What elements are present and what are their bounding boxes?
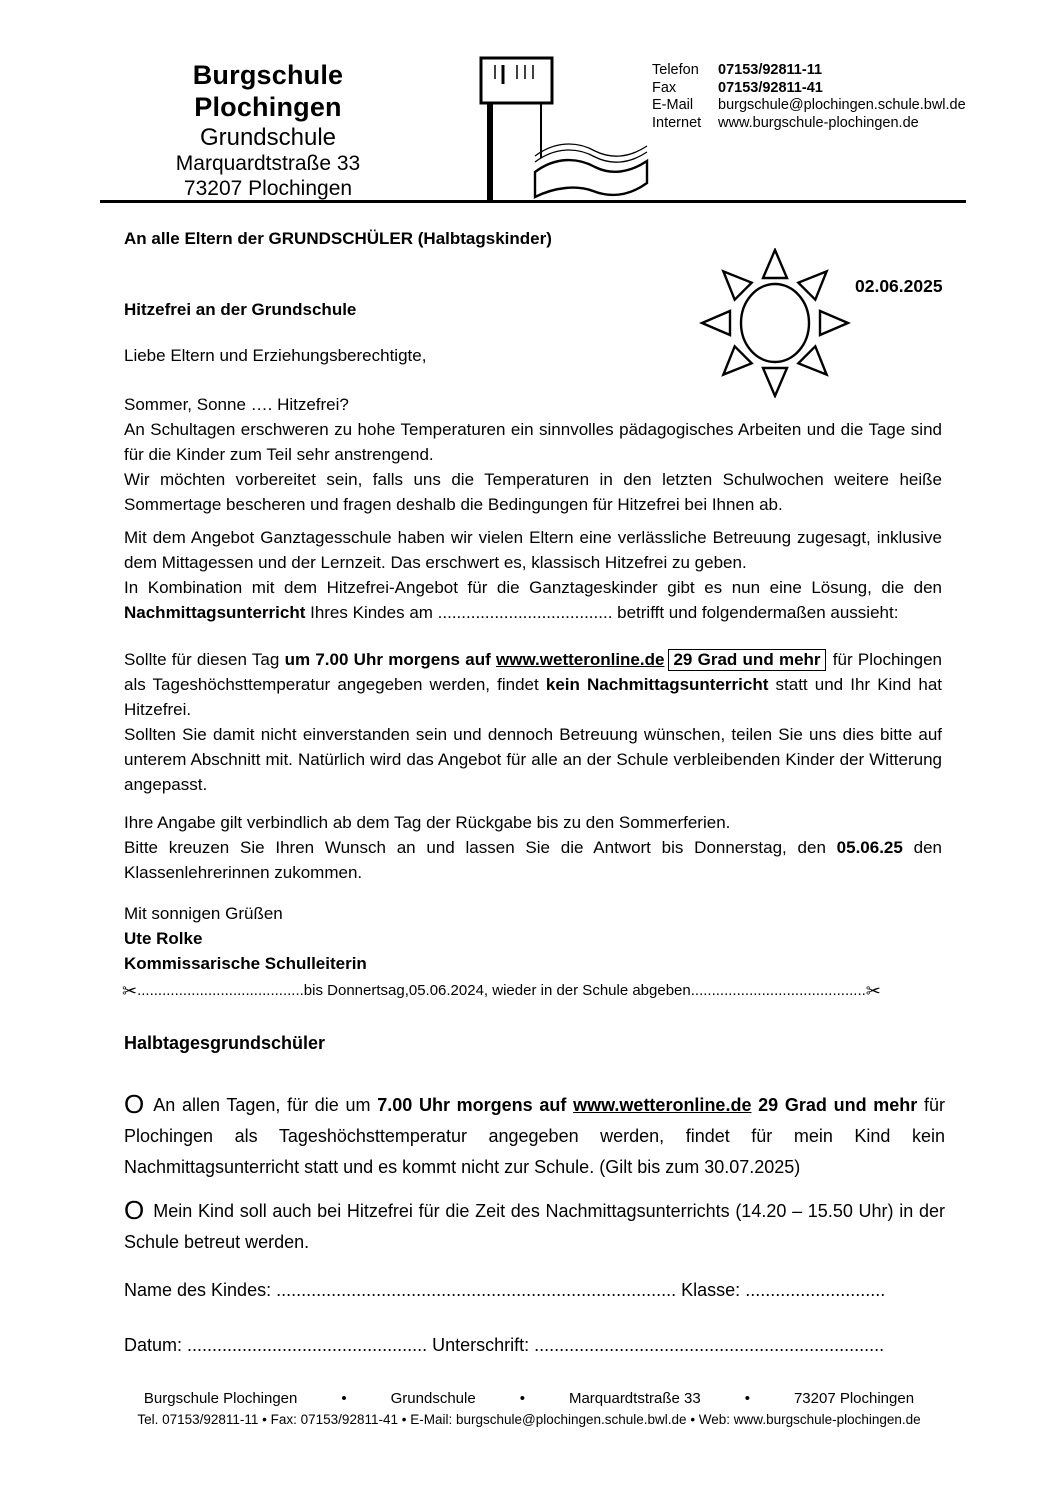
paragraph-line	[124, 575, 942, 625]
option-circle-marker[interactable]: O	[124, 1195, 145, 1225]
temperature-box: 29 Grad und mehr	[668, 649, 825, 671]
signer-name: Ute Rolke	[124, 929, 203, 948]
signature-block	[124, 901, 942, 976]
klasse-field-dots[interactable]: ............................	[745, 1280, 886, 1300]
fax-value: 07153/92811-41	[718, 79, 823, 96]
reply-slip-heading: Halbtagesgrundschüler	[124, 1033, 326, 1053]
text-segment: für Plochingen als Tageshöchsttemperatur angegeben werden, findet für mein Kind kein Nachmittagsunterricht statt und es kommt nicht zur Schule. (Gilt bis zum 30.07.2025)	[124, 1095, 946, 1177]
fax-label: Fax	[652, 79, 677, 96]
wetteronline-link[interactable]: www.wetteronline.de	[496, 650, 665, 669]
paragraph-line	[124, 835, 942, 885]
header-divider	[100, 200, 966, 203]
name-field-dots[interactable]: ................................................................................	[276, 1280, 677, 1300]
closing-greeting: Mit sonnigen Grüßen	[124, 904, 283, 923]
paragraph-line: Mit dem Angebot Ganztagesschule haben wir vielen Eltern eine verlässliche Betreuung zugesagt, inklusive dem Mittagessen und der Lernzeit. Das erschwert es, klassisch Hitzefrei zu geben.	[124, 528, 942, 572]
school-city: 73207 Plochingen	[183, 176, 353, 200]
deadline-date: 05.06.25	[836, 838, 903, 857]
footer-city: 73207 Plochingen	[793, 1390, 915, 1407]
text-segment: Bitte kreuzen Sie Ihren Wunsch an und lassen Sie die Antwort bis Donnerstag, den	[124, 838, 837, 857]
paragraph-hitzefrei-regel	[124, 647, 942, 797]
paragraph-line: Sommer, Sonne …. Hitzefrei?	[124, 395, 349, 414]
text-segment: An allen Tagen, für die um	[153, 1095, 378, 1115]
school-street: Marquardtstraße 33	[175, 152, 361, 176]
datum-unterschrift-line	[124, 1335, 949, 1356]
option-circle-marker[interactable]: O	[124, 1089, 145, 1119]
paragraph-line: An Schultagen erschweren zu hohe Temperaturen ein sinnvolles pädagogisches Arbeiten und die Tage sind für die Kinder zum Teil sehr anstrengend.	[124, 420, 942, 464]
sun-icon	[699, 248, 851, 398]
unterschrift-field-dots[interactable]: ......................................................................	[534, 1335, 885, 1355]
cut-here-line	[122, 981, 944, 1002]
text-segment: Sollte für diesen Tag	[124, 650, 285, 669]
text-segment: In Kombination mit dem Hitzefrei-Angebot für die Ganztageskinder gibt es nun eine Lösung, die den	[124, 578, 942, 597]
email-value: burgschule@plochingen.schule.bwl.de	[718, 97, 966, 113]
datum-label: Datum:	[124, 1335, 188, 1355]
name-label: Name des Kindes:	[124, 1280, 277, 1300]
option-hitzefrei	[124, 1090, 945, 1183]
footer-bullet: •	[519, 1390, 525, 1407]
bold-segment: 29 Grad und mehr	[751, 1095, 918, 1115]
letter-date: 02.06.2025	[855, 276, 943, 296]
text-segment: für Plochingen als Tageshöchsttemperatur angegeben werden, findet	[124, 650, 942, 694]
name-klasse-line	[124, 1280, 949, 1301]
school-name: Burgschule Plochingen	[192, 60, 344, 122]
signer-title: Kommissarische Schulleiterin	[124, 954, 367, 973]
bold-segment: 7.00 Uhr morgens auf	[377, 1095, 574, 1115]
contact-block	[652, 62, 966, 132]
paragraph-line	[124, 647, 942, 722]
footer-school: Burgschule Plochingen	[143, 1390, 298, 1407]
footer-bullet: •	[744, 1390, 750, 1407]
email-label: E-Mail	[652, 97, 694, 113]
paragraph-line: Wir möchten vorbereitet sein, falls uns die Temperaturen in den letzten Schulwochen weitere heiße Sommertage bescheren und fragen deshalb die Bedingungen für Hitzefrei bei Ihnen ab.	[124, 470, 942, 514]
internet-value: www.burgschule-plochingen.de	[718, 114, 919, 131]
footer-street: Marquardtstraße 33	[568, 1390, 701, 1407]
unterschrift-label: Unterschrift:	[427, 1335, 535, 1355]
telefon-label: Telefon	[652, 62, 699, 78]
cut-dots-right: ..........................................	[690, 982, 866, 999]
footer-type: Grundschule	[390, 1390, 476, 1407]
paragraph-intro	[124, 392, 942, 517]
scissors-icon: ✂	[865, 981, 881, 1001]
page-footer	[0, 1390, 1058, 1427]
cut-dots-left: ........................................	[137, 982, 304, 999]
school-type: Grundschule	[199, 123, 337, 151]
paragraph-ganztagesschule	[124, 525, 942, 625]
internet-label: Internet	[652, 114, 702, 131]
option-betreuung	[124, 1196, 945, 1258]
paragraph-rueckgabe	[124, 810, 942, 885]
text-segment: den Klassenlehrerinnen zukommen.	[124, 838, 942, 882]
footer-bullet: •	[341, 1390, 347, 1407]
cut-line-text: bis Donnertsag,05.06.2024, wieder in der Schule abgeben	[303, 982, 691, 999]
paragraph-line: Ihre Angabe gilt verbindlich ab dem Tag der Rückgabe bis zu den Sommerferien.	[124, 813, 731, 832]
bold-segment: kein Nachmittagsunterricht	[545, 675, 769, 694]
text-segment: Ihres Kindes am ..................................... betrifft und folgendermaßen aussieht:	[305, 603, 899, 622]
paragraph-line: Sollten Sie damit nicht einverstanden sein und dennoch Betreuung wünschen, teilen Sie uns dies bitte auf unterem Abschnitt mit. Natürlich wird das Angebot für alle an der Schule verbleibenden Kinder der Witterung angepasst.	[124, 725, 942, 794]
wetteronline-link[interactable]: www.wetteronline.de	[573, 1095, 752, 1115]
scissors-icon: ✂	[122, 981, 138, 1001]
klasse-label: Klasse:	[676, 1280, 746, 1300]
salutation: Liebe Eltern und Erziehungsberechtigte,	[124, 346, 427, 365]
datum-field-dots[interactable]: ................................................	[187, 1335, 428, 1355]
bold-segment: Nachmittagsunterricht	[124, 603, 306, 622]
school-address-block	[118, 60, 418, 202]
bold-segment: um 7.00 Uhr morgens auf	[284, 650, 496, 669]
text-segment: statt und Ihr Kind hat Hitzefrei.	[124, 675, 943, 719]
telefon-value: 07153/92811-11	[718, 62, 823, 78]
text-segment: Mein Kind soll auch bei Hitzefrei für die Zeit des Nachmittagsunterrichts (14.20 – 15.50 Uhr) in der Schule betreut werden.	[124, 1201, 945, 1252]
recipient-line: An alle Eltern der GRUNDSCHÜLER (Halbtagskinder)	[124, 229, 552, 248]
footer-line1	[0, 1390, 1058, 1407]
subject-line: Hitzefrei an der Grundschule	[124, 300, 357, 319]
castle-tower-logo-icon	[477, 56, 649, 202]
footer-line2: Tel. 07153/92811-11 • Fax: 07153/92811-41 • E-Mail: burgschule@plochingen.schule.bwl.de • Web: www.burgschule-plochingen.de	[137, 1412, 921, 1427]
